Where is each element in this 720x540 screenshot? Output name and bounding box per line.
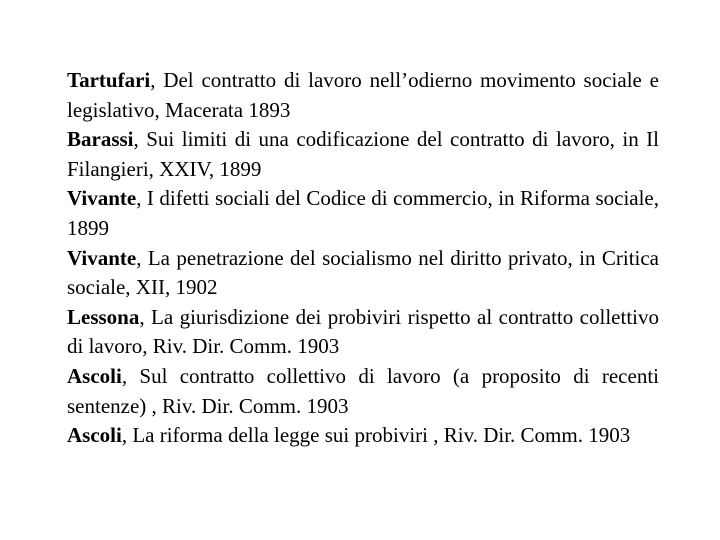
entry-author: Vivante xyxy=(67,245,137,270)
bibliography-entry xyxy=(67,66,659,125)
bibliography-entry xyxy=(67,303,659,362)
entry-text: , Del contratto di lavoro nell’odierno movimento sociale e legislativo, Macerata 1893 xyxy=(67,68,659,122)
entry-text: , La riforma della legge sui probiviri , Riv. Dir. Comm. 1903 xyxy=(121,423,631,448)
entry-text: , I difetti sociali del Codice di commercio, in Riforma sociale, 1899 xyxy=(67,186,659,240)
entry-author: Lessona xyxy=(67,304,140,329)
entry-author: Tartufari xyxy=(67,68,151,92)
entry-author: Vivante xyxy=(67,186,137,211)
bibliography-entry xyxy=(67,362,659,421)
entry-text: , La penetrazione del socialismo nel diritto privato, in Critica sociale, XII, 1902 xyxy=(67,245,659,300)
bibliography-entry xyxy=(67,125,659,184)
bibliography-entry xyxy=(67,421,659,451)
bibliography-entry xyxy=(67,184,659,243)
entry-author: Barassi xyxy=(67,127,134,152)
entry-text: , Sul contratto collettivo di lavoro (a proposito di recenti sentenze) , Riv. Dir. Comm. 1903 xyxy=(67,363,659,418)
entry-text: , La giurisdizione dei probiviri rispetto al contratto collettivo di lavoro, Riv. Dir. Comm. 1903 xyxy=(67,304,659,359)
entry-text: , Sui limiti di una codificazione del contratto di lavoro, in Il Filangieri, XXIV, 1899 xyxy=(67,127,659,181)
bibliography-list xyxy=(67,66,659,451)
entry-author: Ascoli xyxy=(67,363,122,388)
entry-author: Ascoli xyxy=(67,423,122,448)
bibliography-entry xyxy=(67,244,659,303)
